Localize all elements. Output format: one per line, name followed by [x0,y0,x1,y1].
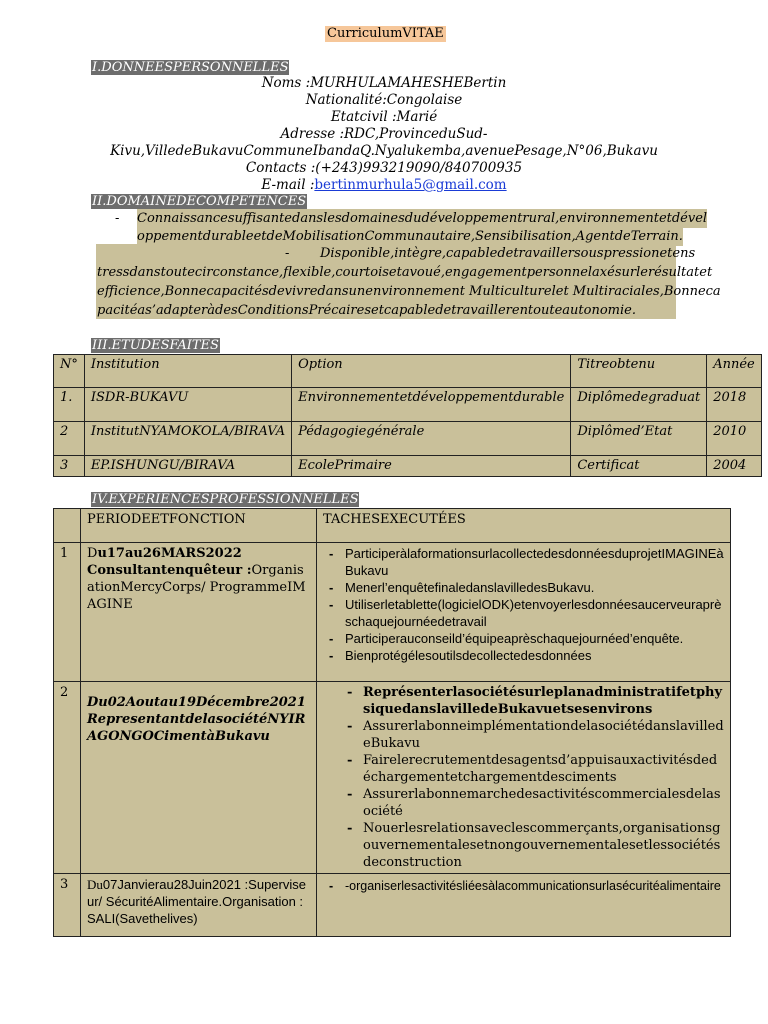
etudes-header-institution: Institution [84,355,291,388]
list-item: - Bienprotégélesoutilsdecollectedesdonnées [323,647,724,664]
experience-period [81,874,317,937]
email-link[interactable]: bertinmurhula5@gmail.com [314,177,507,193]
table-row [54,422,762,456]
task-list [323,545,724,664]
competence-2-line-d: pacitéas’adapteràdesConditionsPrécairesetcapabledetravaillerentouteautonomie. [97,303,636,318]
etudes-cell: 1. [54,388,85,422]
etudes-cell: Certificat [571,456,707,477]
etudes-cell: EP.ISHUNGU/BIRAVA [84,456,291,477]
competence-1-line-b: oppementdurableetdeMobilisationCommunautaire,Sensibilisation,AgentdeTerrain. [137,229,683,244]
experience-tasks [317,874,731,937]
competence-2-line-b: tressdanstoutecirconstance,flexible,courtoisetavoué,engagementpersonnelaxésurlerésultatet [97,265,713,280]
experiences-header-periode: PERIODEETFONCTION [81,509,317,543]
experience-num: 3 [54,874,81,937]
etudes-header-option: Option [292,355,571,388]
list-item: - ParticiperàlaformationsurlacollectedesdonnéesduprojetIMAGINEà Bukavu [323,545,724,579]
competence-dash-1: - [115,211,120,226]
etudes-cell: ISDR-BUKAVU [84,388,291,422]
etudes-cell: Environnementetdéveloppementdurable [292,388,571,422]
list-item: - Menerl’enquêtefinaledanslavilledesBukavu. [323,579,724,596]
competence-2-line-a: Disponible,intègre,capabledetravaillersouspressionetens [320,246,696,261]
table-row [54,388,762,422]
cv-title: CurriculumVITAE [327,26,444,41]
list-item: - Participerauconseild’équipeaprèschaquejournéed’enquête. [323,630,724,647]
etudes-cell: 2018 [707,388,762,422]
experience-role: OrganisationMercyCorps/ ProgrammeIMAGINE [87,563,306,612]
list-item: - ReprésenterlasociétésurleplanadministratifetphysiquedanslavilledeBukavuetsesenvirons [341,684,724,718]
experience-period-text: 07Janvierau28Juin2021 :Superviseur/ SécuritéAlimentaire.Organisation :SALI(Savethelives) [87,877,306,926]
experience-num: 2 [54,682,81,874]
experience-tasks [317,543,731,682]
section-competences-heading: II.DOMAINEDECOMPETENCES [92,194,307,209]
etudes-header-num: N° [54,355,85,388]
personal-contacts: Contacts :(+243)993219090/840700935 [245,160,523,176]
section-personal-heading: I.DONNEESPERSONNELLES [92,60,289,75]
list-item: - Assurerlabonnemarchedesactivitéscommercialesdelasociété [341,786,724,820]
competence-dash-2: - [285,246,290,261]
experiences-header-num [54,509,81,543]
etudes-header-row [54,355,762,388]
personal-email-line [0,177,768,194]
list-item: - Nouerlesrelationsaveclescommerçants,organisationsgouvernementalesetnongouvernementalesetlessociétésdeconstruction [341,820,724,871]
etudes-cell: 2004 [707,456,762,477]
experience-date: u17au26MARS2022 [97,546,242,561]
etudes-cell: InstitutNYAMOKOLA/BIRAVA [84,422,291,456]
experiences-header-taches: TACHESEXECUTÉES [317,509,731,543]
personal-etatcivil: Etatcivil :Marié [330,109,438,125]
etudes-cell: 2010 [707,422,762,456]
list-item: - -organiserlesactivitésliéesàlacommunicationsurlasécuritéalimentaire [323,876,724,896]
task-list [323,876,724,896]
experience-date-prefix: Du [87,877,103,892]
table-row [54,682,731,874]
experiences-table [53,508,731,937]
list-item: - Fairelerecrutementdesagentsd’appuisauxactivitésdedéchargementetchargementdesciments [341,752,724,786]
competence-2-line-c: efficience,Bonnecapacitésdevivredansunenvironnement Multiculturelet Multiraciales,Bonneca [97,284,721,299]
etudes-cell: EcolePrimaire [292,456,571,477]
personal-noms: Noms :MURHULAMAHESHEBertin [261,75,507,91]
experience-tasks [317,682,731,874]
list-item: - Utiliserletablette(logicielODK)etenvoyerlesdonnéesaucerveuraprè schaquejournéedetravail [323,596,724,630]
experience-role-bold: Consultantenquêteur : [87,563,252,578]
etudes-header-titre: Titreobtenu [571,355,707,388]
experience-date-prefix: D [87,546,98,561]
personal-adresse-1: Adresse :RDC,ProvinceduSud- [280,126,488,142]
etudes-cell: 3 [54,456,85,477]
etudes-cell: Pédagogiegénérale [292,422,571,456]
table-row [54,456,762,477]
table-row [54,543,731,682]
competence-1-line-a: Connaissancesuffisantedanslesdomainesdudéveloppementrural,environnementetdével [137,211,708,226]
experience-period-text: Du02Aoutau19Décembre2021RepresentantdelasociétéNYIRAGONGOCimentàBukavu [87,695,306,744]
experience-num: 1 [54,543,81,682]
experience-period [81,543,317,682]
personal-adresse-2: Kivu,VilledeBukavuCommuneIbandaQ.Nyalukemba,avenuePesage,N°06,Bukavu [110,143,658,159]
experience-period [81,682,317,874]
section-etudes-heading: III.ETUDESFAITES [92,338,219,353]
email-label: E-mail : [261,177,315,193]
list-item: - AssurerlabonneimplémentationdelasociétédanslavilledeBukavu [341,718,724,752]
section-experiences-heading: IV.EXPERIENCESPROFESSIONNELLES [92,492,359,507]
etudes-header-annee: Année [707,355,762,388]
etudes-table [53,354,762,477]
table-row [54,874,731,937]
etudes-cell: 2 [54,422,85,456]
personal-info [0,75,768,194]
etudes-cell: Diplômedegraduat [571,388,707,422]
task-list [341,684,724,871]
experiences-header-row [54,509,731,543]
etudes-cell: Diplômed’Etat [571,422,707,456]
personal-nationalite: Nationalité:Congolaise [305,92,463,108]
